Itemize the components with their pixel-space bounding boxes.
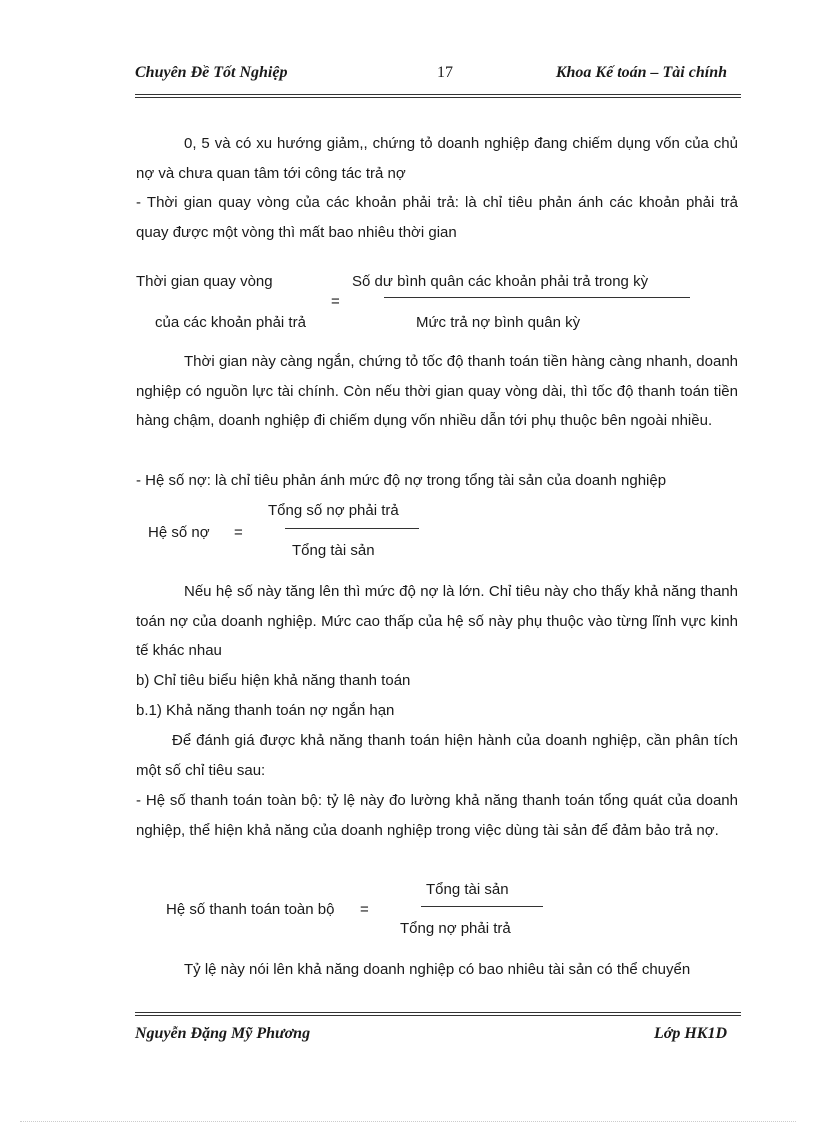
paragraph-overall-solvency-definition: - Hệ số thanh toán toàn bộ: tỷ lệ này đo lường khả năng thanh toán tổng quát của doanh nghiệp, thể hiện khả năng của doanh nghiệp trong việc dùng tài sản để đảm bảo trả nợ. <box>136 792 738 839</box>
paragraph-solvency-explanation: Tỷ lệ này nói lên khả năng doanh nghiệp có bao nhiêu tài sản có thể chuyển <box>184 961 691 978</box>
header-rule-top <box>135 94 741 95</box>
footer-author: Nguyễn Đặng Mỹ Phương <box>135 1025 311 1042</box>
formula3-lhs: Hệ số thanh toán toàn bộ <box>166 901 335 918</box>
formula2-equals: = <box>234 524 243 541</box>
footer-rule-bottom <box>135 1015 741 1016</box>
formula3-denominator: Tổng nợ phải trả <box>400 920 511 937</box>
formula2-fraction-bar <box>285 528 419 529</box>
paragraph-debt-ratio-definition: - Hệ số nợ: là chỉ tiêu phản ánh mức độ nợ trong tổng tài sản của doanh nghiệp <box>136 472 667 489</box>
section-heading-short-term-liquidity: b.1) Khả năng thanh toán nợ ngắn hạn <box>136 702 395 719</box>
formula1-numerator: Số dư bình quân các khoản phải trả trong kỳ <box>352 273 649 290</box>
section-heading-liquidity-indicators: b) Chỉ tiêu biểu hiện khả năng thanh toán <box>136 672 411 689</box>
header-rule-bottom <box>135 97 741 98</box>
formula2-denominator: Tổng tài sản <box>292 542 375 559</box>
formula1-fraction-bar <box>384 297 690 298</box>
formula1-denominator: Mức trả nợ bình quân kỳ <box>416 314 581 331</box>
header-faculty: Khoa Kế toán – Tài chính <box>555 64 727 81</box>
header-document-title: Chuyên Đề Tốt Nghiệp <box>135 64 288 81</box>
formula1-lhs-line1: Thời gian quay vòng <box>136 273 273 290</box>
footer-rule-top <box>135 1012 741 1013</box>
formula1-lhs-line2: của các khoản phải trả <box>155 314 306 331</box>
formula3-fraction-bar <box>421 906 543 907</box>
paragraph-payable-turnover-definition: - Thời gian quay vòng của các khoản phải trả: là chỉ tiêu phản ánh các khoản phải trả quay được một vòng thì mất bao nhiêu thời gian <box>136 194 738 241</box>
formula2-lhs: Hệ số nợ <box>148 524 210 541</box>
formula3-numerator: Tổng tài sản <box>426 881 509 898</box>
footer-class: Lớp HK1D <box>653 1025 727 1042</box>
paragraph-debt-trend: 0, 5 và có xu hướng giảm,, chứng tỏ doanh nghiệp đang chiếm dụng vốn của chủ nợ và chưa quan tâm tới công tác trả nợ <box>136 135 738 182</box>
paragraph-current-liquidity-intro: Để đánh giá được khả năng thanh toán hiện hành của doanh nghiệp, cần phân tích một số chỉ tiêu sau: <box>136 732 738 779</box>
formula2-numerator: Tổng số nợ phải trả <box>268 502 399 519</box>
page-bottom-edge <box>20 1121 796 1122</box>
page-number: 17 <box>437 64 453 81</box>
paragraph-debt-ratio-explanation: Nếu hệ số này tăng lên thì mức độ nợ là lớn. Chỉ tiêu này cho thấy khả năng thanh toán nợ của doanh nghiệp. Mức cao thấp của hệ số này phụ thuộc vào từng lĩnh vực kinh tế khác nhau <box>136 583 738 659</box>
formula1-equals: = <box>331 293 340 310</box>
paragraph-turnover-explanation: Thời gian này càng ngắn, chứng tỏ tốc độ thanh toán tiền hàng càng nhanh, doanh nghiệp có nguồn lực tài chính. Còn nếu thời gian quay vòng dài, thì tốc độ thanh toán tiền hàng chậm, doanh nghiệp đi chiếm dụng vốn nhiều dẫn tới phụ thuộc bên ngoài nhiều. <box>136 353 738 429</box>
formula3-equals: = <box>360 901 369 918</box>
